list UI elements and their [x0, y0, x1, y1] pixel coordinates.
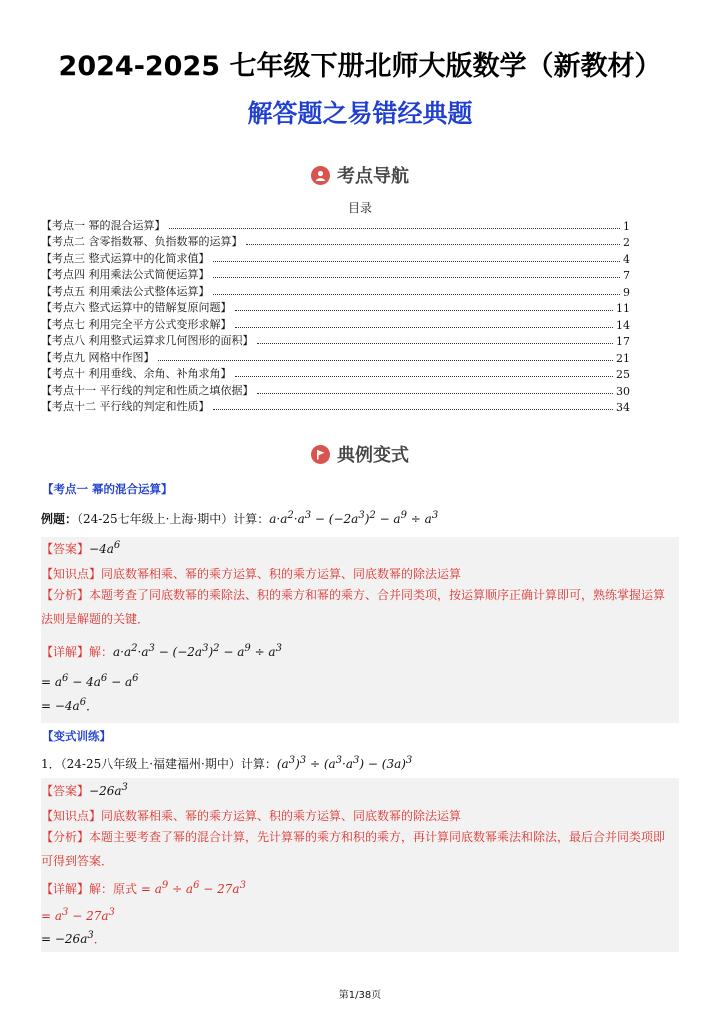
analysis-label: 【分析】: [41, 588, 90, 602]
toc-item-label: 【考点十二 平行线的判定和性质】: [41, 400, 210, 413]
toc-item-label: 【考点六 整式运算中的错解复原问题】: [41, 301, 232, 314]
toc-item[interactable]: [41, 365, 630, 382]
toc-item[interactable]: [41, 249, 630, 266]
toc-item-page: 7: [623, 269, 630, 282]
knowledge-text: 同底数幂相乘、幂的乘方运算、积的乘方运算、同底数幂的除法运算: [101, 809, 462, 823]
toc-item[interactable]: [41, 282, 630, 299]
toc-item-page: 17: [616, 335, 630, 348]
toc-item-page: 2: [623, 236, 630, 249]
toc-item[interactable]: [41, 233, 630, 250]
toc-item[interactable]: [41, 299, 630, 316]
answer-value: $-26a^3$: [89, 782, 128, 798]
table-of-contents: [41, 216, 630, 414]
toc-dots: [257, 393, 614, 394]
toc-item[interactable]: [41, 332, 630, 349]
analysis-line: [41, 583, 671, 631]
example-solution-box: [41, 537, 679, 723]
toc-dots: [257, 343, 614, 344]
answer-label: 【答案】: [41, 542, 90, 556]
examples-section-title: 典例变式: [337, 445, 409, 466]
detail-step: = $a^3 - 27a^3$: [41, 907, 115, 923]
examples-section-heading: [0, 441, 720, 467]
toc-item-label: 【考点三 整式运算中的化简求值】: [41, 251, 210, 265]
topic-heading: 【考点一 幂的混合运算】: [42, 482, 173, 496]
toc-dots: [158, 360, 614, 361]
detail-label: 【详解】: [41, 882, 90, 896]
detail-step: = $-26a^3$．: [41, 930, 106, 946]
toc-item-page: 1: [623, 219, 630, 233]
toc-item-label: 【考点五 利用乘法公式整体运算】: [41, 284, 210, 298]
toc-heading: 目录: [347, 201, 372, 215]
detail-line: [41, 880, 246, 897]
analysis-label: 【分析】: [41, 830, 90, 844]
toc-item[interactable]: [41, 315, 630, 332]
toc-item[interactable]: [41, 348, 630, 365]
analysis-text: 本题考查了同底数幂的乘除法、积的乘方和幂的乘方、合并同类项，按运算顺序正确计算即可，熟练掌握运算法则是解题的关键．: [41, 588, 666, 626]
knowledge-label: 【知识点】: [41, 567, 102, 581]
knowledge-text: 同底数幂相乘、幂的乘方运算、积的乘方运算、同底数幂的除法运算: [101, 567, 462, 581]
toc-item-label: 【考点七 利用完全平方公式变形求解】: [41, 317, 232, 331]
practice-question: [41, 755, 412, 772]
detail-expression: = $a^9 \div a^6 - 27a^3$: [137, 880, 246, 896]
document-subtitle: 解答题之易错经典题: [247, 99, 473, 128]
toc-item[interactable]: [41, 398, 630, 415]
toc-item-page: 25: [616, 368, 630, 381]
toc-dots: [213, 277, 621, 278]
toc-item-page: 4: [623, 252, 630, 266]
toc-item-page: 14: [616, 318, 630, 332]
toc-dots: [235, 310, 614, 311]
detail-step: = $a^6 - 4a^6 - a^6$: [41, 673, 139, 689]
toc-item-label: 【考点九 网格中作图】: [41, 350, 155, 364]
toc-item-page: 21: [616, 351, 630, 365]
practice-expression: $(a^3)^3 \div (a^3\cdot a^3) - (3a)^3$: [276, 755, 413, 771]
nav-section-heading: [0, 162, 720, 188]
analysis-text: 本题主要考查了幂的混合计算，先计算幂的乘方和积的乘方，再计算同底数幂乘法和除法，最后合并同类项即可得到答案．: [41, 830, 666, 868]
toc-dots: [213, 294, 621, 295]
detail-label: 【详解】: [41, 645, 90, 659]
detail-prefix: 解：: [89, 645, 114, 659]
page-footer: 第1/38页: [338, 990, 382, 1001]
knowledge-label: 【知识点】: [41, 809, 102, 823]
detail-expression: $a\cdot a^2\cdot a^3 - (-2a^3)^2 - a^9 \div a^3$: [113, 643, 282, 659]
toc-item-label: 【考点二 含零指数幂、负指数幂的运算】: [41, 235, 243, 248]
knowledge-line: [41, 807, 461, 824]
example-source: （24-25七年级上·上海·期中）计算：: [77, 512, 270, 526]
practice-source: 1．（24-25八年级上·福建福州·期中）计算：: [41, 757, 277, 771]
toc-item-page: 30: [616, 384, 630, 398]
toc-dots: [169, 228, 621, 229]
toc-item[interactable]: [41, 216, 630, 233]
practice-heading: 【变式训练】: [42, 729, 111, 743]
answer-value: $-4a^6$: [89, 540, 121, 556]
toc-dots: [213, 409, 614, 410]
user-icon: [311, 166, 330, 185]
toc-item-page: 9: [623, 285, 630, 299]
toc-item-page: 11: [616, 302, 630, 315]
toc-dots: [213, 261, 621, 262]
toc-dots: [235, 327, 614, 328]
toc-item-label: 【考点八 利用整式运算求几何图形的面积】: [41, 334, 254, 347]
detail-line: [41, 643, 282, 660]
example-question: [41, 510, 438, 527]
toc-item-label: 【考点一 幂的混合运算】: [41, 218, 166, 232]
toc-item-label: 【考点十 利用垂线、余角、补角求角】: [41, 367, 232, 380]
detail-prefix: 解：原式: [89, 882, 138, 896]
detail-step: = $-4a^6$．: [41, 697, 99, 713]
example-expression: $a\cdot a^2\cdot a^3 - (-2a^3)^2 - a^9 \div a^3$: [269, 510, 439, 526]
analysis-line: [41, 825, 671, 873]
toc-item[interactable]: [41, 266, 630, 283]
document-title: 2024-2025 七年级下册北师大版数学（新教材）: [58, 51, 662, 82]
toc-item[interactable]: [41, 381, 630, 398]
toc-item-label: 【考点四 利用乘法公式简便运算】: [41, 268, 210, 281]
answer-label: 【答案】: [41, 784, 90, 798]
toc-item-label: 【考点十一 平行线的判定和性质之填依据】: [41, 383, 254, 397]
answer-line: [41, 782, 128, 799]
toc-dots: [246, 244, 621, 245]
example-prefix: 例题：: [41, 512, 78, 526]
practice-solution-box: [41, 778, 679, 952]
toc-dots: [235, 376, 614, 377]
knowledge-line: [41, 565, 461, 582]
flag-icon: [311, 445, 330, 464]
toc-item-page: 34: [616, 401, 630, 414]
answer-line: [41, 540, 120, 557]
nav-section-title: 考点导航: [337, 166, 409, 187]
